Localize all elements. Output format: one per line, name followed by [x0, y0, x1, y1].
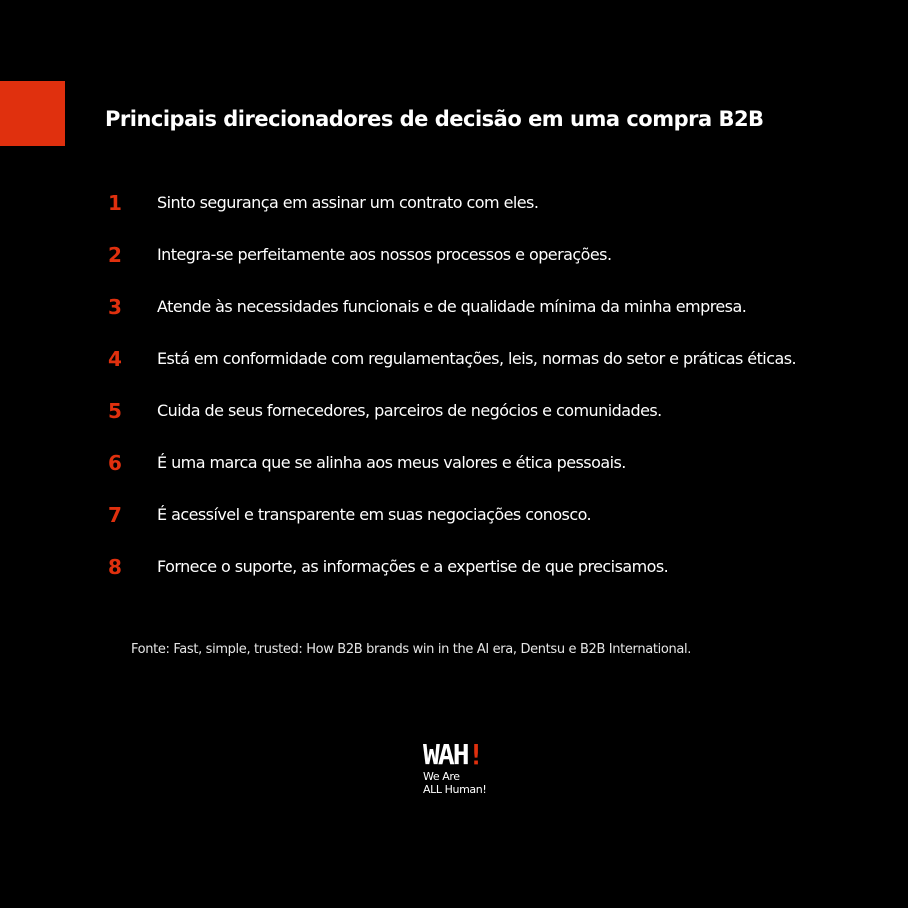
- item-number: 6: [108, 451, 122, 475]
- page-title: Principais direcionadores de decisão em uma compra B2B: [105, 107, 764, 131]
- item-text: Está em conformidade com regulamentações, leis, normas do setor e práticas éticas.: [157, 349, 797, 368]
- logo-tagline-line-1: We Are: [423, 770, 460, 783]
- brand-logo: [423, 740, 513, 796]
- item-text: Atende às necessidades funcionais e de qualidade mínima da minha empresa.: [157, 297, 747, 316]
- logo-mark-text: WAH: [423, 738, 468, 771]
- source-citation: Fonte: Fast, simple, trusted: How B2B brands win in the AI era, Dentsu e B2B International.: [131, 642, 691, 657]
- decision-drivers-list: [100, 187, 900, 603]
- list-item: [100, 499, 900, 551]
- list-item: [100, 343, 900, 395]
- item-number: 1: [108, 191, 122, 215]
- item-text: Fornece o suporte, as informações e a expertise de que precisamos.: [157, 557, 669, 576]
- list-item: [100, 239, 900, 291]
- item-text: Cuida de seus fornecedores, parceiros de negócios e comunidades.: [157, 401, 662, 420]
- logo-tagline-line-2: ALL Human!: [423, 783, 487, 796]
- list-item: [100, 447, 900, 499]
- item-number: 4: [108, 347, 122, 371]
- list-item: [100, 395, 900, 447]
- accent-block: [0, 81, 65, 146]
- item-text: É uma marca que se alinha aos meus valores e ética pessoais.: [157, 453, 626, 472]
- item-number: 3: [108, 295, 122, 319]
- item-number: 2: [108, 243, 122, 267]
- item-number: 7: [108, 503, 122, 527]
- item-text: Integra-se perfeitamente aos nossos processos e operações.: [157, 245, 612, 264]
- list-item: [100, 187, 900, 239]
- item-text: Sinto segurança em assinar um contrato com eles.: [157, 193, 539, 212]
- logo-wordmark: [423, 740, 513, 770]
- logo-exclamation: !: [467, 738, 485, 771]
- list-item: [100, 291, 900, 343]
- item-number: 5: [108, 399, 122, 423]
- item-number: 8: [108, 555, 122, 579]
- item-text: É acessível e transparente em suas negociações conosco.: [157, 505, 592, 524]
- list-item: [100, 551, 900, 603]
